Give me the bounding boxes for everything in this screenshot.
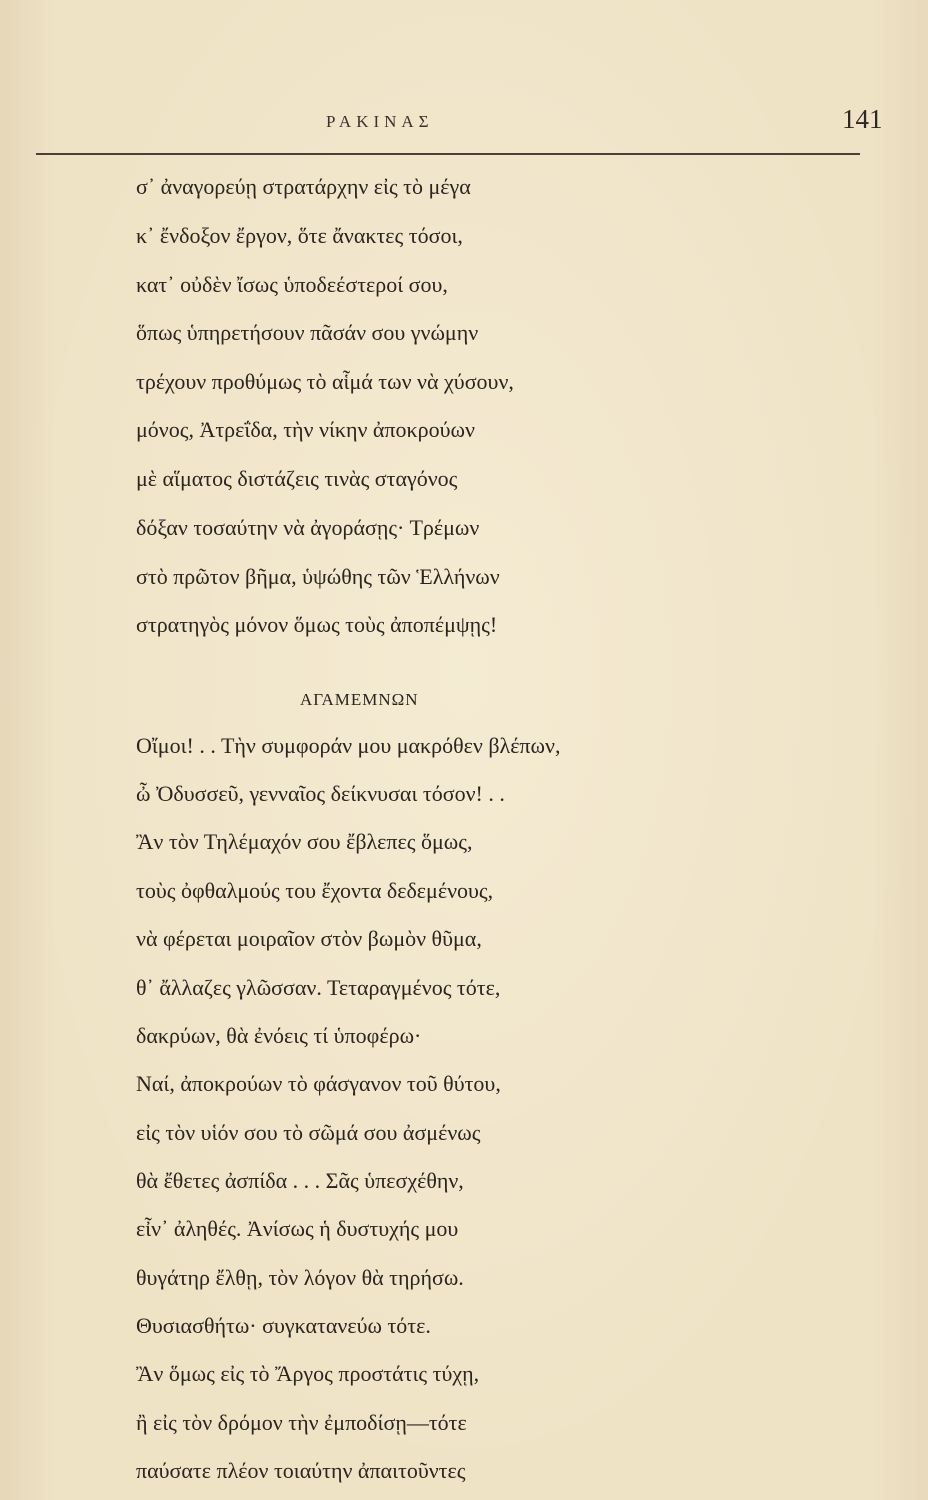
verse-line: ἢ εἰς τὸν δρόμον τὴν ἐμποδίσῃ—τότε (136, 1410, 467, 1435)
verse-line: Θυσιασθήτω· συγκατανεύω τότε. (136, 1313, 431, 1338)
verse-line: στρατηγὸς μόνον ὅμως τοὺς ἀποπέμψῃς! (136, 612, 498, 637)
verse-line: θ᾽ ἄλλαζες γλῶσσαν. Τεταραγμένος τότε, (136, 975, 501, 1000)
verse-line: Οἴμοι! . . Τὴν συμφοράν μου μακρόθεν βλέπων, (136, 733, 561, 758)
verse-line: θὰ ἔθετες ἀσπίδα . . . Σᾶς ὑπεσχέθην, (136, 1168, 464, 1193)
verse-line: εἶν᾽ ἀληθές. Ἀνίσως ἡ δυστυχής μου (136, 1216, 459, 1241)
verse-line: παύσατε πλέον τοιαύτην ἀπαιτοῦντες (136, 1458, 466, 1483)
verse-line: δακρύων, θὰ ἐνόεις τί ὑποφέρω· (136, 1023, 422, 1048)
verse-line: Ναί, ἀποκρούων τὸ φάσγανον τοῦ θύτου, (136, 1071, 501, 1096)
verse-line: θυγάτηρ ἔλθῃ, τὸν λόγον θὰ τηρήσω. (136, 1265, 464, 1290)
verse-line: ὅπως ὑπηρετήσουν πᾶσάν σου γνώμην (136, 320, 479, 345)
verse-line: κατ᾽ οὐδὲν ἴσως ὑποδεέστεροί σου, (136, 272, 448, 297)
verse-line: μόνος, Ἀτρεΐδα, τὴν νίκην ἀποκρούων (136, 417, 475, 442)
verse-line: δόξαν τοσαύτην νὰ ἀγοράσῃς· Τρέμων (136, 515, 480, 540)
speaker-name: ΑΓΑΜΕΜΝΩΝ (300, 690, 419, 709)
verse-line: Ἂν τὸν Τηλέμαχόν σου ἔβλεπες ὅμως, (136, 829, 473, 854)
verse-line: στὸ πρῶτον βῆμα, ὑψώθης τῶν Ἑλλήνων (136, 564, 500, 589)
running-title: ΡΑΚΙΝΑΣ (326, 112, 434, 131)
verse-line: νὰ φέρεται μοιραῖον στὸν βωμὸν θῦμα, (136, 926, 482, 951)
verse-line: σ᾽ ἀναγορεύῃ στρατάρχην εἰς τὸ μέγα (136, 174, 471, 199)
verse-line: εἰς τὸν υἱόν σου τὸ σῶμά σου ἀσμένως (136, 1120, 481, 1145)
verse-line: τρέχουν προθύμως τὸ αἷμά των νὰ χύσουν, (136, 369, 514, 394)
verse-line: ὦ Ὀδυσσεῦ, γενναῖος δείκνυσαι τόσον! . . (136, 781, 505, 806)
verse-line: μὲ αἵματος διστάζεις τινὰς σταγόνος (136, 466, 458, 491)
verse-line: κ᾽ ἔνδοξον ἔργον, ὅτε ἄνακτες τόσοι, (136, 223, 463, 248)
header-rule (36, 153, 860, 155)
verse-line: τοὺς ὀφθαλμούς του ἔχοντα δεδεμένους, (136, 878, 494, 903)
verse-line: Ἂν ὅμως εἰς τὸ Ἄργος προστάτις τύχῃ, (136, 1361, 480, 1386)
page-number: 141 (842, 104, 883, 134)
